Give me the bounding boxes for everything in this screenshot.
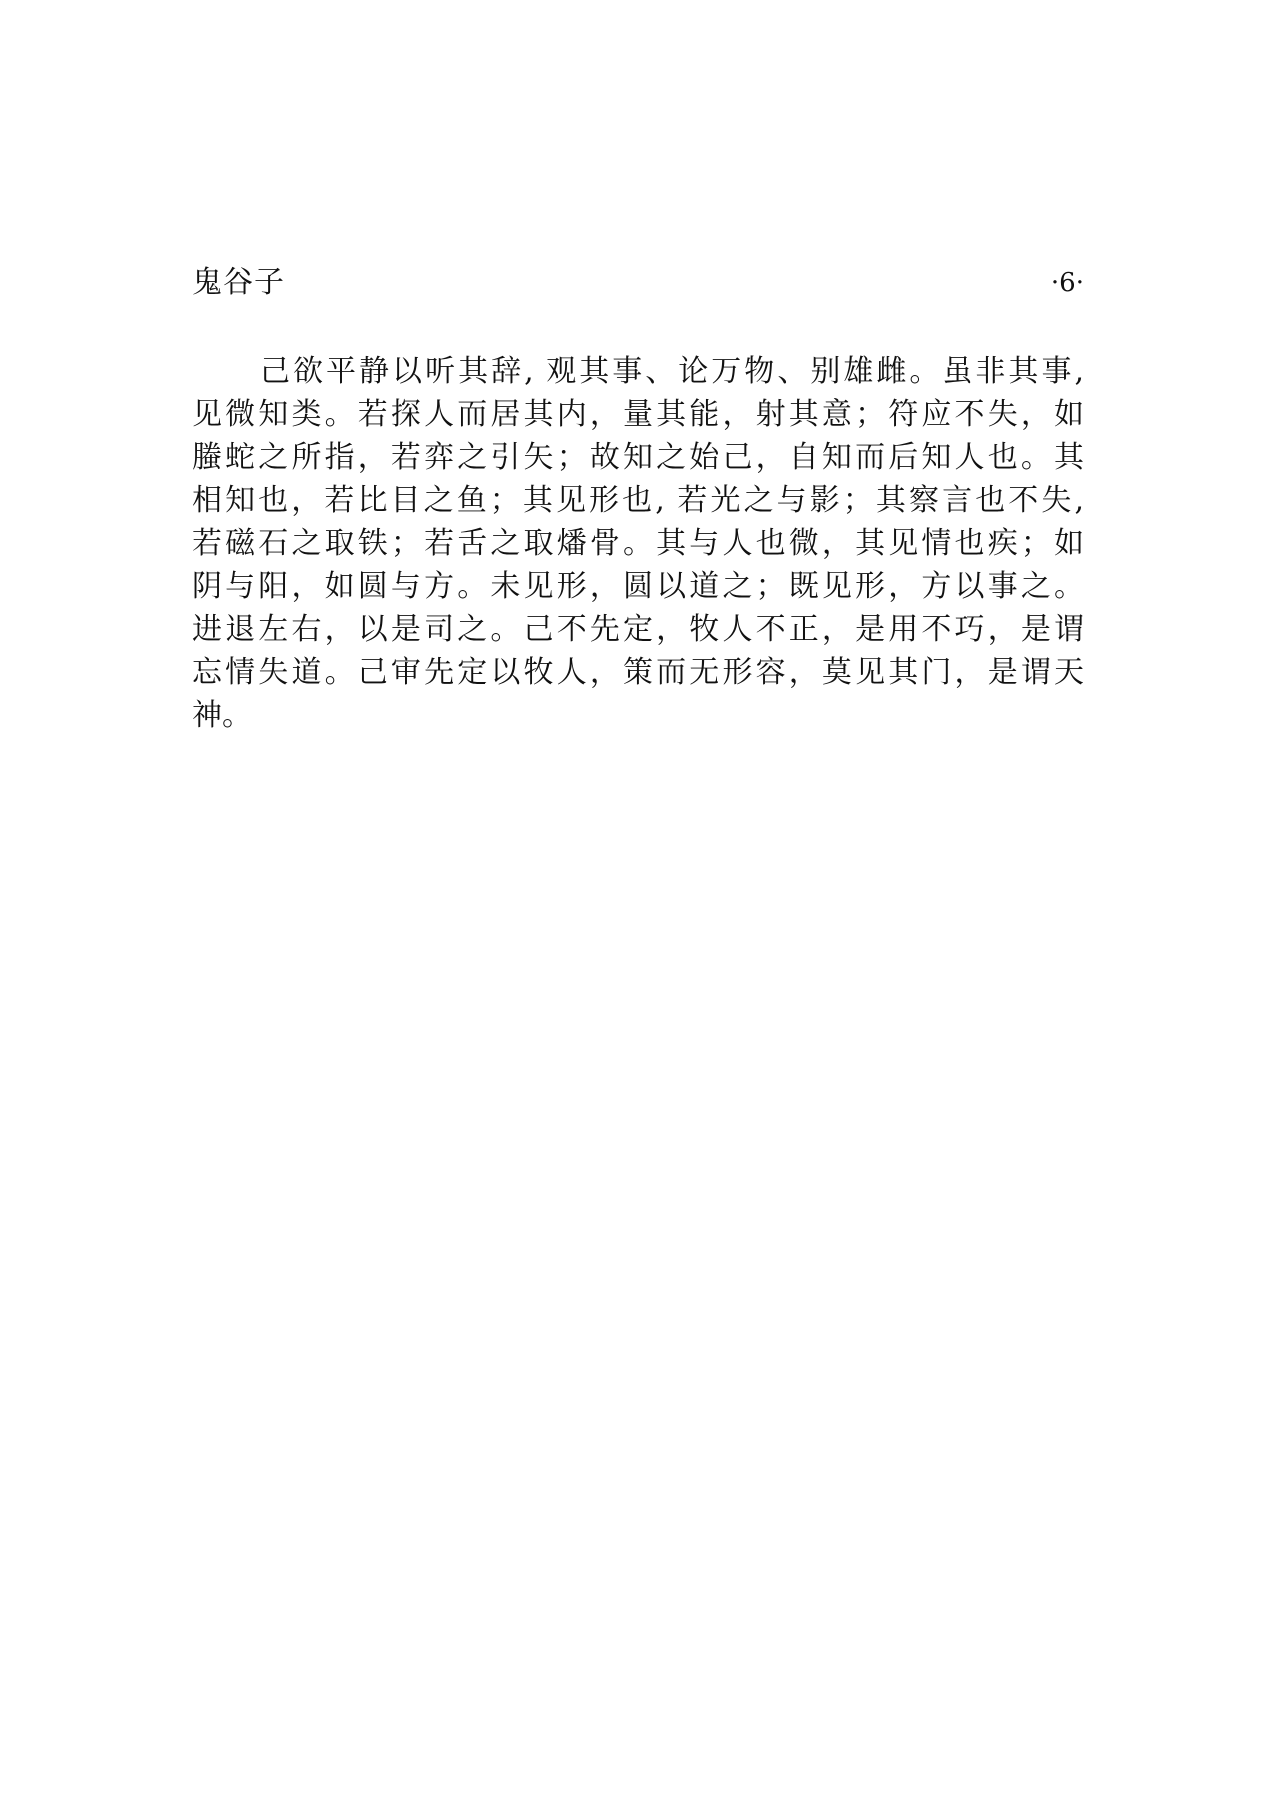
paragraph-line: 相知也，若比目之鱼；其见形也, 若光之与影；其察言也不失, bbox=[192, 483, 1084, 518]
book-title: 鬼谷子 bbox=[192, 265, 285, 300]
page-number: ·6· bbox=[1050, 268, 1084, 298]
paragraph-line: 螣蛇之所指，若弈之引矢；故知之始己，自知而后知人也。其 bbox=[192, 440, 1084, 475]
paragraph-line: 阴与阳，如圆与方。未见形，圆以道之；既见形，方以事之。 bbox=[192, 569, 1084, 604]
paragraph-line: 若磁石之取铁；若舌之取燔骨。其与人也微，其见情也疾；如 bbox=[192, 526, 1084, 561]
body-paragraph bbox=[192, 350, 1084, 737]
paragraph-line: 进退左右，以是司之。己不先定，牧人不正，是用不巧，是谓 bbox=[192, 612, 1084, 647]
paragraph-line: 神。 bbox=[192, 698, 252, 733]
paragraph-line: 己欲平静以听其辞, 观其事、论万物、别雄雌。虽非其事, bbox=[260, 354, 1084, 389]
paragraph-line: 见微知类。若探人而居其内，量其能，射其意；符应不失，如 bbox=[192, 397, 1084, 432]
running-header bbox=[192, 263, 1084, 303]
paragraph-line: 忘情失道。己审先定以牧人，策而无形容，莫见其门，是谓天 bbox=[192, 655, 1084, 690]
